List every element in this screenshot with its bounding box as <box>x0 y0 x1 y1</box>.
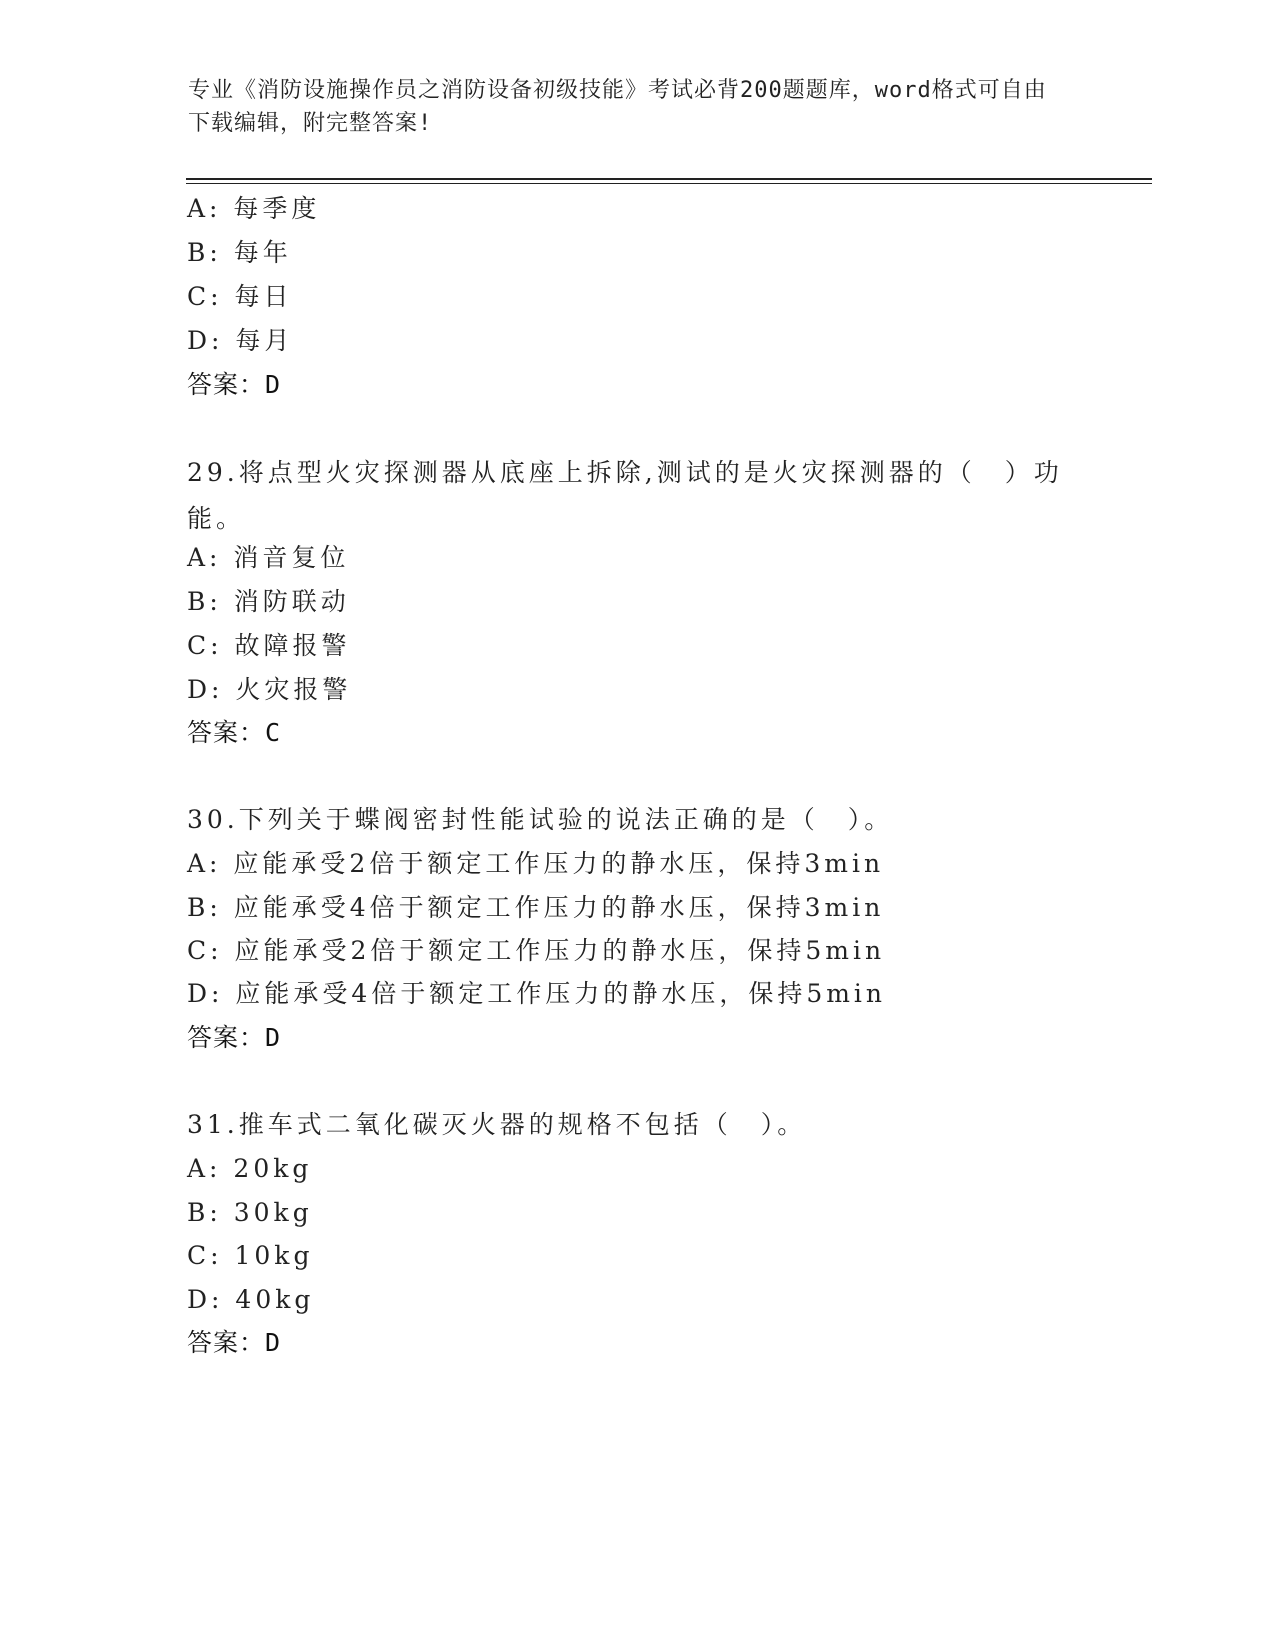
q31-option-c: C: 10kg <box>187 1241 314 1270</box>
q30-stem: 30.下列关于蝶阀密封性能试验的说法正确的是（ ）。 <box>187 805 894 834</box>
q29-option-d: D: 火灾报警 <box>187 675 352 704</box>
q31-answer: 答案：D <box>187 1328 282 1357</box>
q31-option-b: B: 30kg <box>187 1198 313 1227</box>
q29-stem: 29.将点型火灾探测器从底座上拆除,测试的是火灾探测器的（ ）功能。 <box>187 458 1063 533</box>
q30-option-b: B: 应能承受4倍于额定工作压力的静水压，保持3min <box>187 893 885 922</box>
q29-option-a: A: 消音复位 <box>187 543 350 572</box>
q28-option-b: B: 每年 <box>187 238 292 267</box>
q28-option-c: C: 每日 <box>187 282 293 311</box>
q30-option-a: A: 应能承受2倍于额定工作压力的静水压，保持3min <box>187 849 885 878</box>
header-rule-thick <box>186 178 1152 180</box>
q30-option-d: D: 应能承受4倍于额定工作压力的静水压，保持5min <box>187 979 887 1008</box>
document-header: 专业《消防设施操作员之消防设备初级技能》考试必背200题题库，word格式可自由下载编辑，附完整答案! <box>188 78 1047 136</box>
q29-option-b: B: 消防联动 <box>187 587 350 616</box>
q31-option-a: A: 20kg <box>187 1154 313 1183</box>
q31-option-d: D: 40kg <box>187 1285 315 1314</box>
q30-option-c: C: 应能承受2倍于额定工作压力的静水压，保持5min <box>187 936 886 965</box>
q28-answer: 答案：D <box>187 370 282 399</box>
q29-answer: 答案：C <box>187 718 282 747</box>
q29-option-c: C: 故障报警 <box>187 631 351 660</box>
q30-answer: 答案：D <box>187 1023 282 1052</box>
header-rule-thin <box>186 183 1152 184</box>
q28-option-a: A: 每季度 <box>187 194 321 223</box>
q28-option-d: D: 每月 <box>187 326 294 355</box>
q31-stem: 31.推车式二氧化碳灭火器的规格不包括（ ）。 <box>187 1110 807 1139</box>
